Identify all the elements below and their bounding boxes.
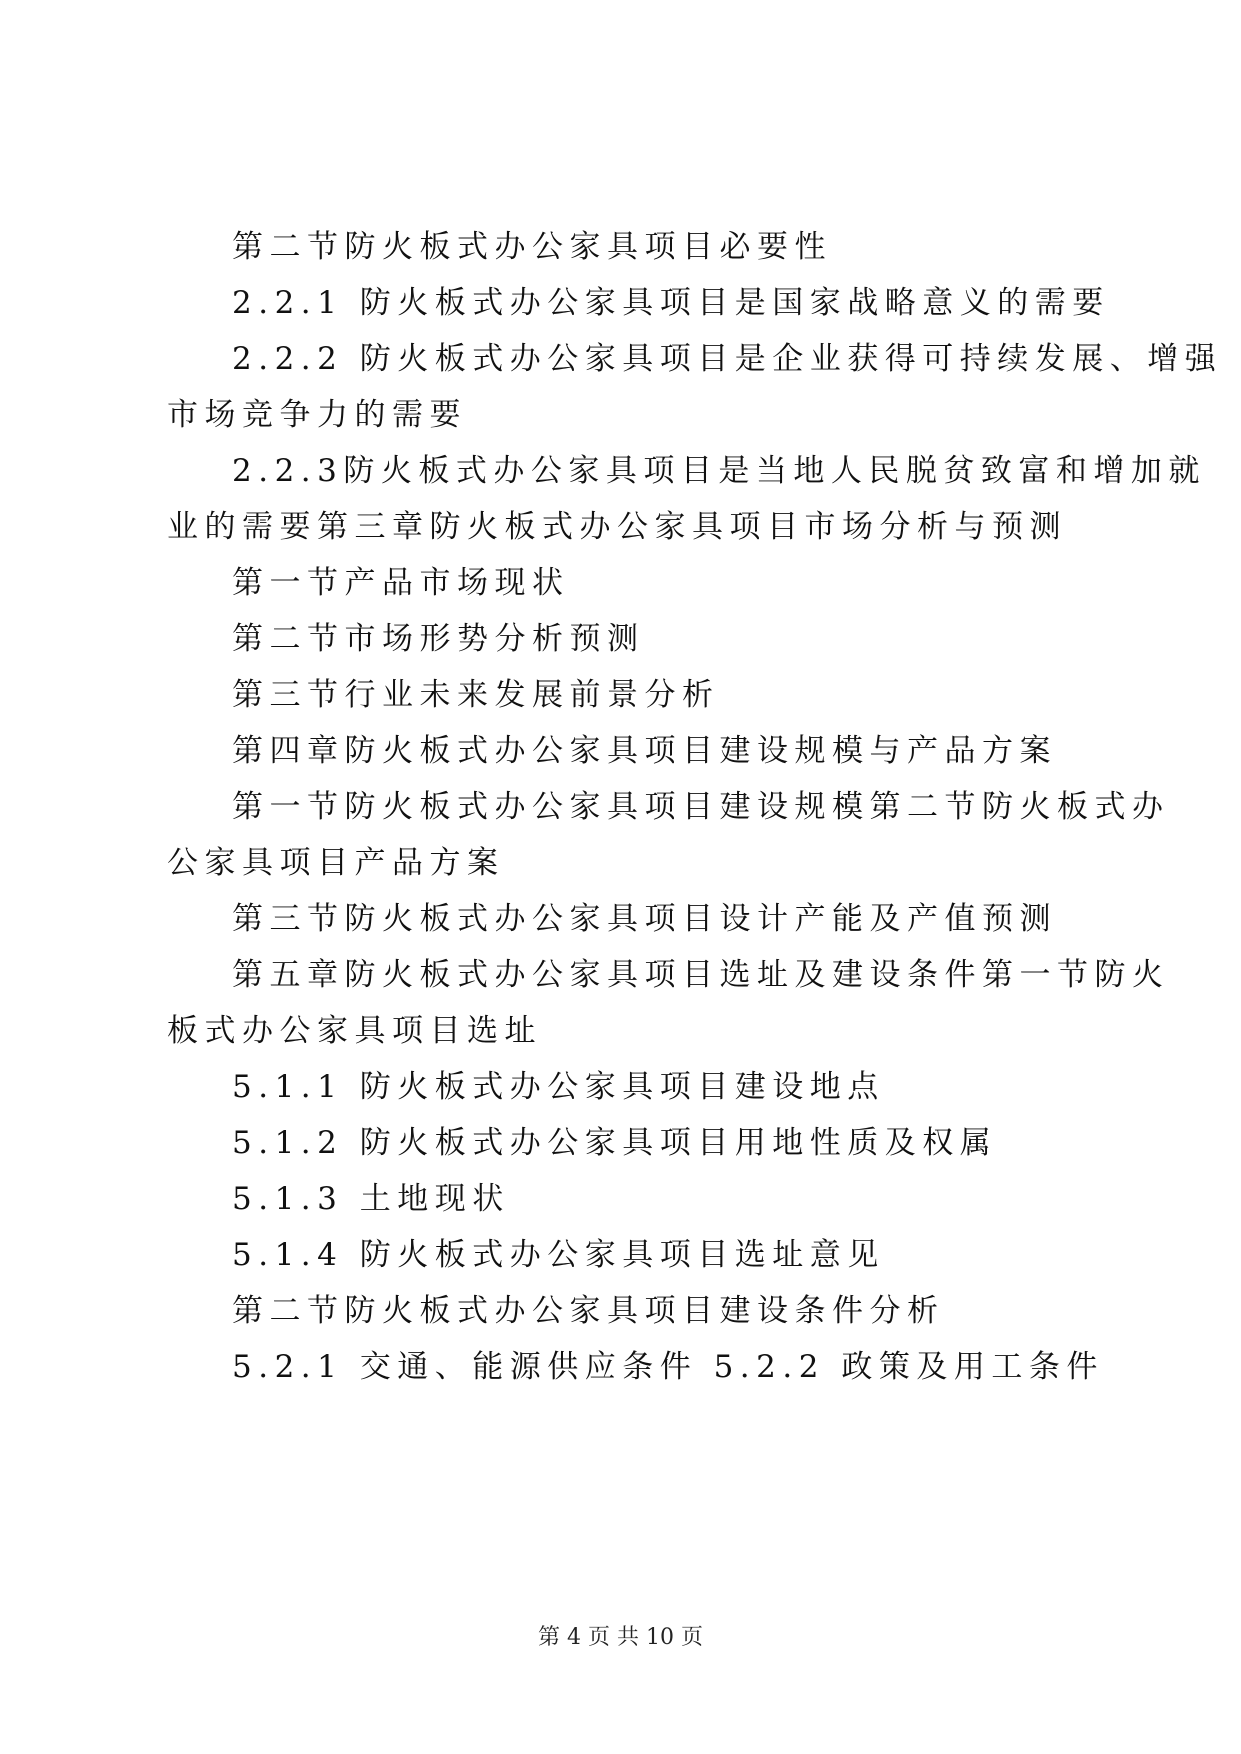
section-heading: 第三节防火板式办公家具项目设计产能及产值预测 xyxy=(232,901,1057,937)
subsection-line: 5.1.3 土地现状 xyxy=(232,1181,510,1217)
section-heading: 第二节防火板式办公家具项目建设条件分析 xyxy=(232,1293,945,1329)
section-heading: 第二节市场形势分析预测 xyxy=(232,621,645,657)
subsection-line: 5.1.1 防火板式办公家具项目建设地点 xyxy=(232,1069,885,1105)
section-heading: 第二节防火板式办公家具项目必要性 xyxy=(232,229,832,265)
chapter-heading: 第四章防火板式办公家具项目建设规模与产品方案 xyxy=(232,733,1057,769)
section-heading: 第一节防火板式办公家具项目建设规模第二节防火板式办 xyxy=(232,789,1170,825)
continuation-line: 市场竞争力的需要 xyxy=(167,397,467,433)
subsection-line: 2.2.2 防火板式办公家具项目是企业获得可持续发展、增强 xyxy=(232,341,1223,377)
continuation-line: 板式办公家具项目选址 xyxy=(167,1013,542,1049)
subsection-line: 5.1.4 防火板式办公家具项目选址意见 xyxy=(232,1237,885,1273)
continuation-line: 公家具项目产品方案 xyxy=(167,845,505,881)
subsection-line: 5.1.2 防火板式办公家具项目用地性质及权属 xyxy=(232,1125,998,1161)
subsection-line: 5.2.1 交通、能源供应条件 5.2.2 政策及用工条件 xyxy=(232,1349,1104,1385)
section-heading: 第三节行业未来发展前景分析 xyxy=(232,677,720,713)
subsection-line: 2.2.1 防火板式办公家具项目是国家战略意义的需要 xyxy=(232,285,1110,321)
page-footer: 第 4 页 共 10 页 xyxy=(538,1625,703,1650)
continuation-line: 业的需要第三章防火板式办公家具项目市场分析与预测 xyxy=(167,509,1067,545)
chapter-heading: 第五章防火板式办公家具项目选址及建设条件第一节防火 xyxy=(232,957,1170,993)
subsection-line: 2.2.3防火板式办公家具项目是当地人民脱贫致富和增加就 xyxy=(232,453,1206,489)
section-heading: 第一节产品市场现状 xyxy=(232,565,570,601)
